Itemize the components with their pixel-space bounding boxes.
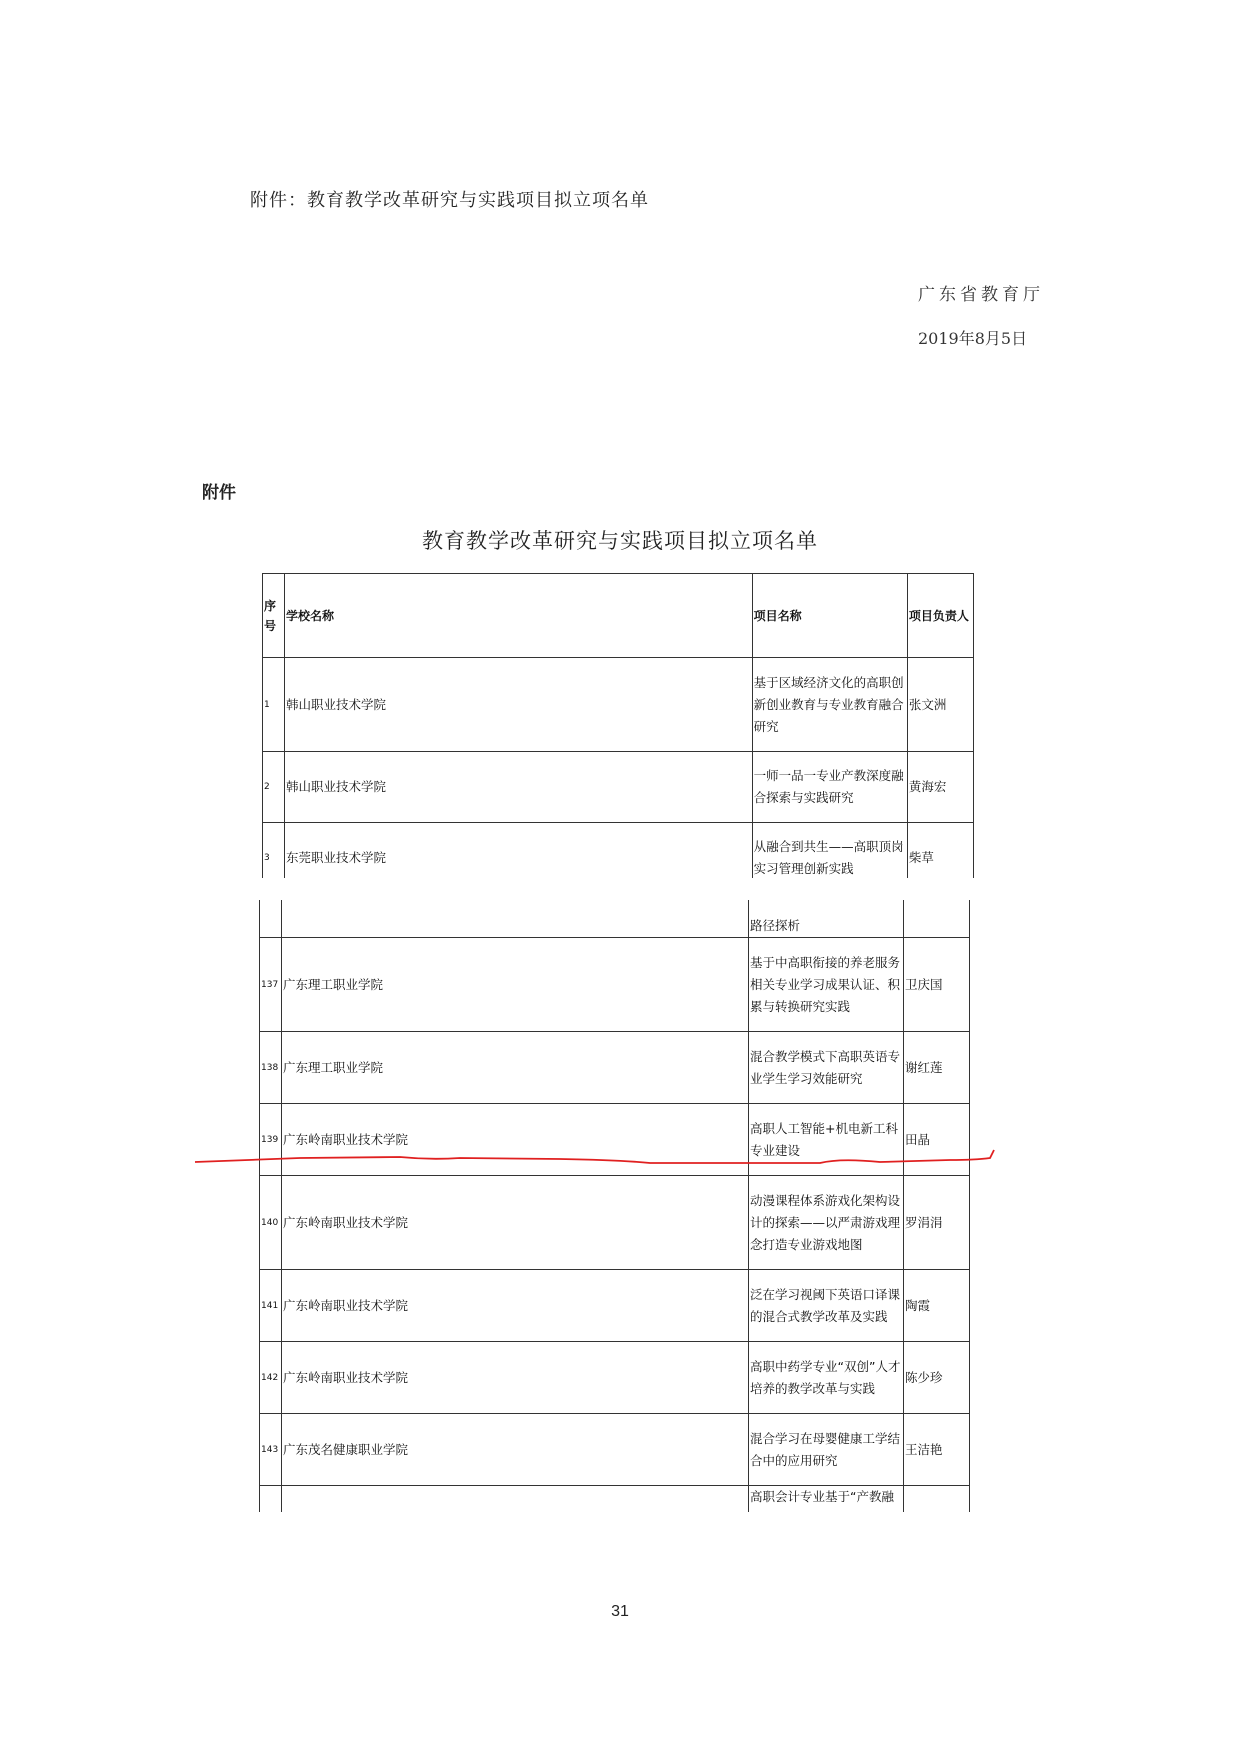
cell-project: 高职会计专业基于“产教融 [749,1486,904,1513]
cell-seq: 3 [263,823,285,879]
issuer: 广东省教育厅 [918,285,1044,305]
cell-seq: 2 [263,752,285,823]
cell-leader: 陶霞 [904,1270,970,1342]
cell-seq: 143 [260,1414,282,1486]
cell-school: 韩山职业技术学院 [285,658,753,752]
cell-leader: 柴草 [907,823,973,879]
cell-seq: 137 [260,938,282,1032]
cell-leader: 张文洲 [907,658,973,752]
cell-school: 韩山职业技术学院 [285,752,753,823]
cell-project: 一师一品一专业产教深度融合探索与实践研究 [752,752,907,823]
cell-project: 基于中高职衔接的养老服务相关专业学习成果认证、积累与转换研究实践 [749,938,904,1032]
header-seq: 序号 [263,574,285,658]
cell-school: 广东岭南职业技术学院 [282,1176,749,1270]
cell-project: 泛在学习视阈下英语口译课的混合式教学改革及实践 [749,1270,904,1342]
cell-seq: 142 [260,1342,282,1414]
cell-leader: 卫庆国 [904,938,970,1032]
cell-seq: 1 [263,658,285,752]
attachment-label: 附件 [202,483,236,503]
cell-project: 动漫课程体系游戏化架构设计的探索——以严肃游戏理念打造专业游戏地图 [749,1176,904,1270]
cell-seq: 140 [260,1176,282,1270]
cell-project: 混合学习在母婴健康工学结合中的应用研究 [749,1414,904,1486]
cell-seq: 141 [260,1270,282,1342]
cell-project: 基于区域经济文化的高职创新创业教育与专业教育融合研究 [752,658,907,752]
cell-school: 广东理工职业学院 [282,1032,749,1104]
cell-seq: 138 [260,1032,282,1104]
cell-leader: 陈少珍 [904,1342,970,1414]
table-title: 教育教学改革研究与实践项目拟立项名单 [422,529,818,553]
cell-project: 从融合到共生——高职顶岗实习管理创新实践 [752,823,907,879]
header-project: 项目名称 [752,574,907,658]
cell-leader: 王洁艳 [904,1414,970,1486]
cell-school: 广东茂名健康职业学院 [282,1414,749,1486]
header-school: 学校名称 [285,574,753,658]
cell-seq: 139 [260,1104,282,1176]
cell-project: 高职人工智能+机电新工科专业建设 [749,1104,904,1176]
cell-leader: 罗涓涓 [904,1176,970,1270]
page-number: 31 [611,1603,629,1620]
attachment-line: 附件：教育教学改革研究与实践项目拟立项名单 [250,190,649,211]
cell-project: 路径探析 [749,900,904,938]
cell-leader: 田晶 [904,1104,970,1176]
issue-date: 2019年8月5日 [918,329,1028,348]
cell-project: 混合教学模式下高职英语专业学生学习效能研究 [749,1032,904,1104]
cell-leader: 谢红莲 [904,1032,970,1104]
cell-school: 广东岭南职业技术学院 [282,1270,749,1342]
red-underline-stroke [195,1150,994,1163]
cell-school: 广东岭南职业技术学院 [282,1342,749,1414]
cell-school: 广东理工职业学院 [282,938,749,1032]
cell-school: 广东岭南职业技术学院 [282,1104,749,1176]
cell-school: 东莞职业技术学院 [285,823,753,879]
cell-leader: 黄海宏 [907,752,973,823]
cell-project: 高职中药学专业“双创”人才培养的教学改革与实践 [749,1342,904,1414]
header-leader: 项目负责人 [907,574,973,658]
